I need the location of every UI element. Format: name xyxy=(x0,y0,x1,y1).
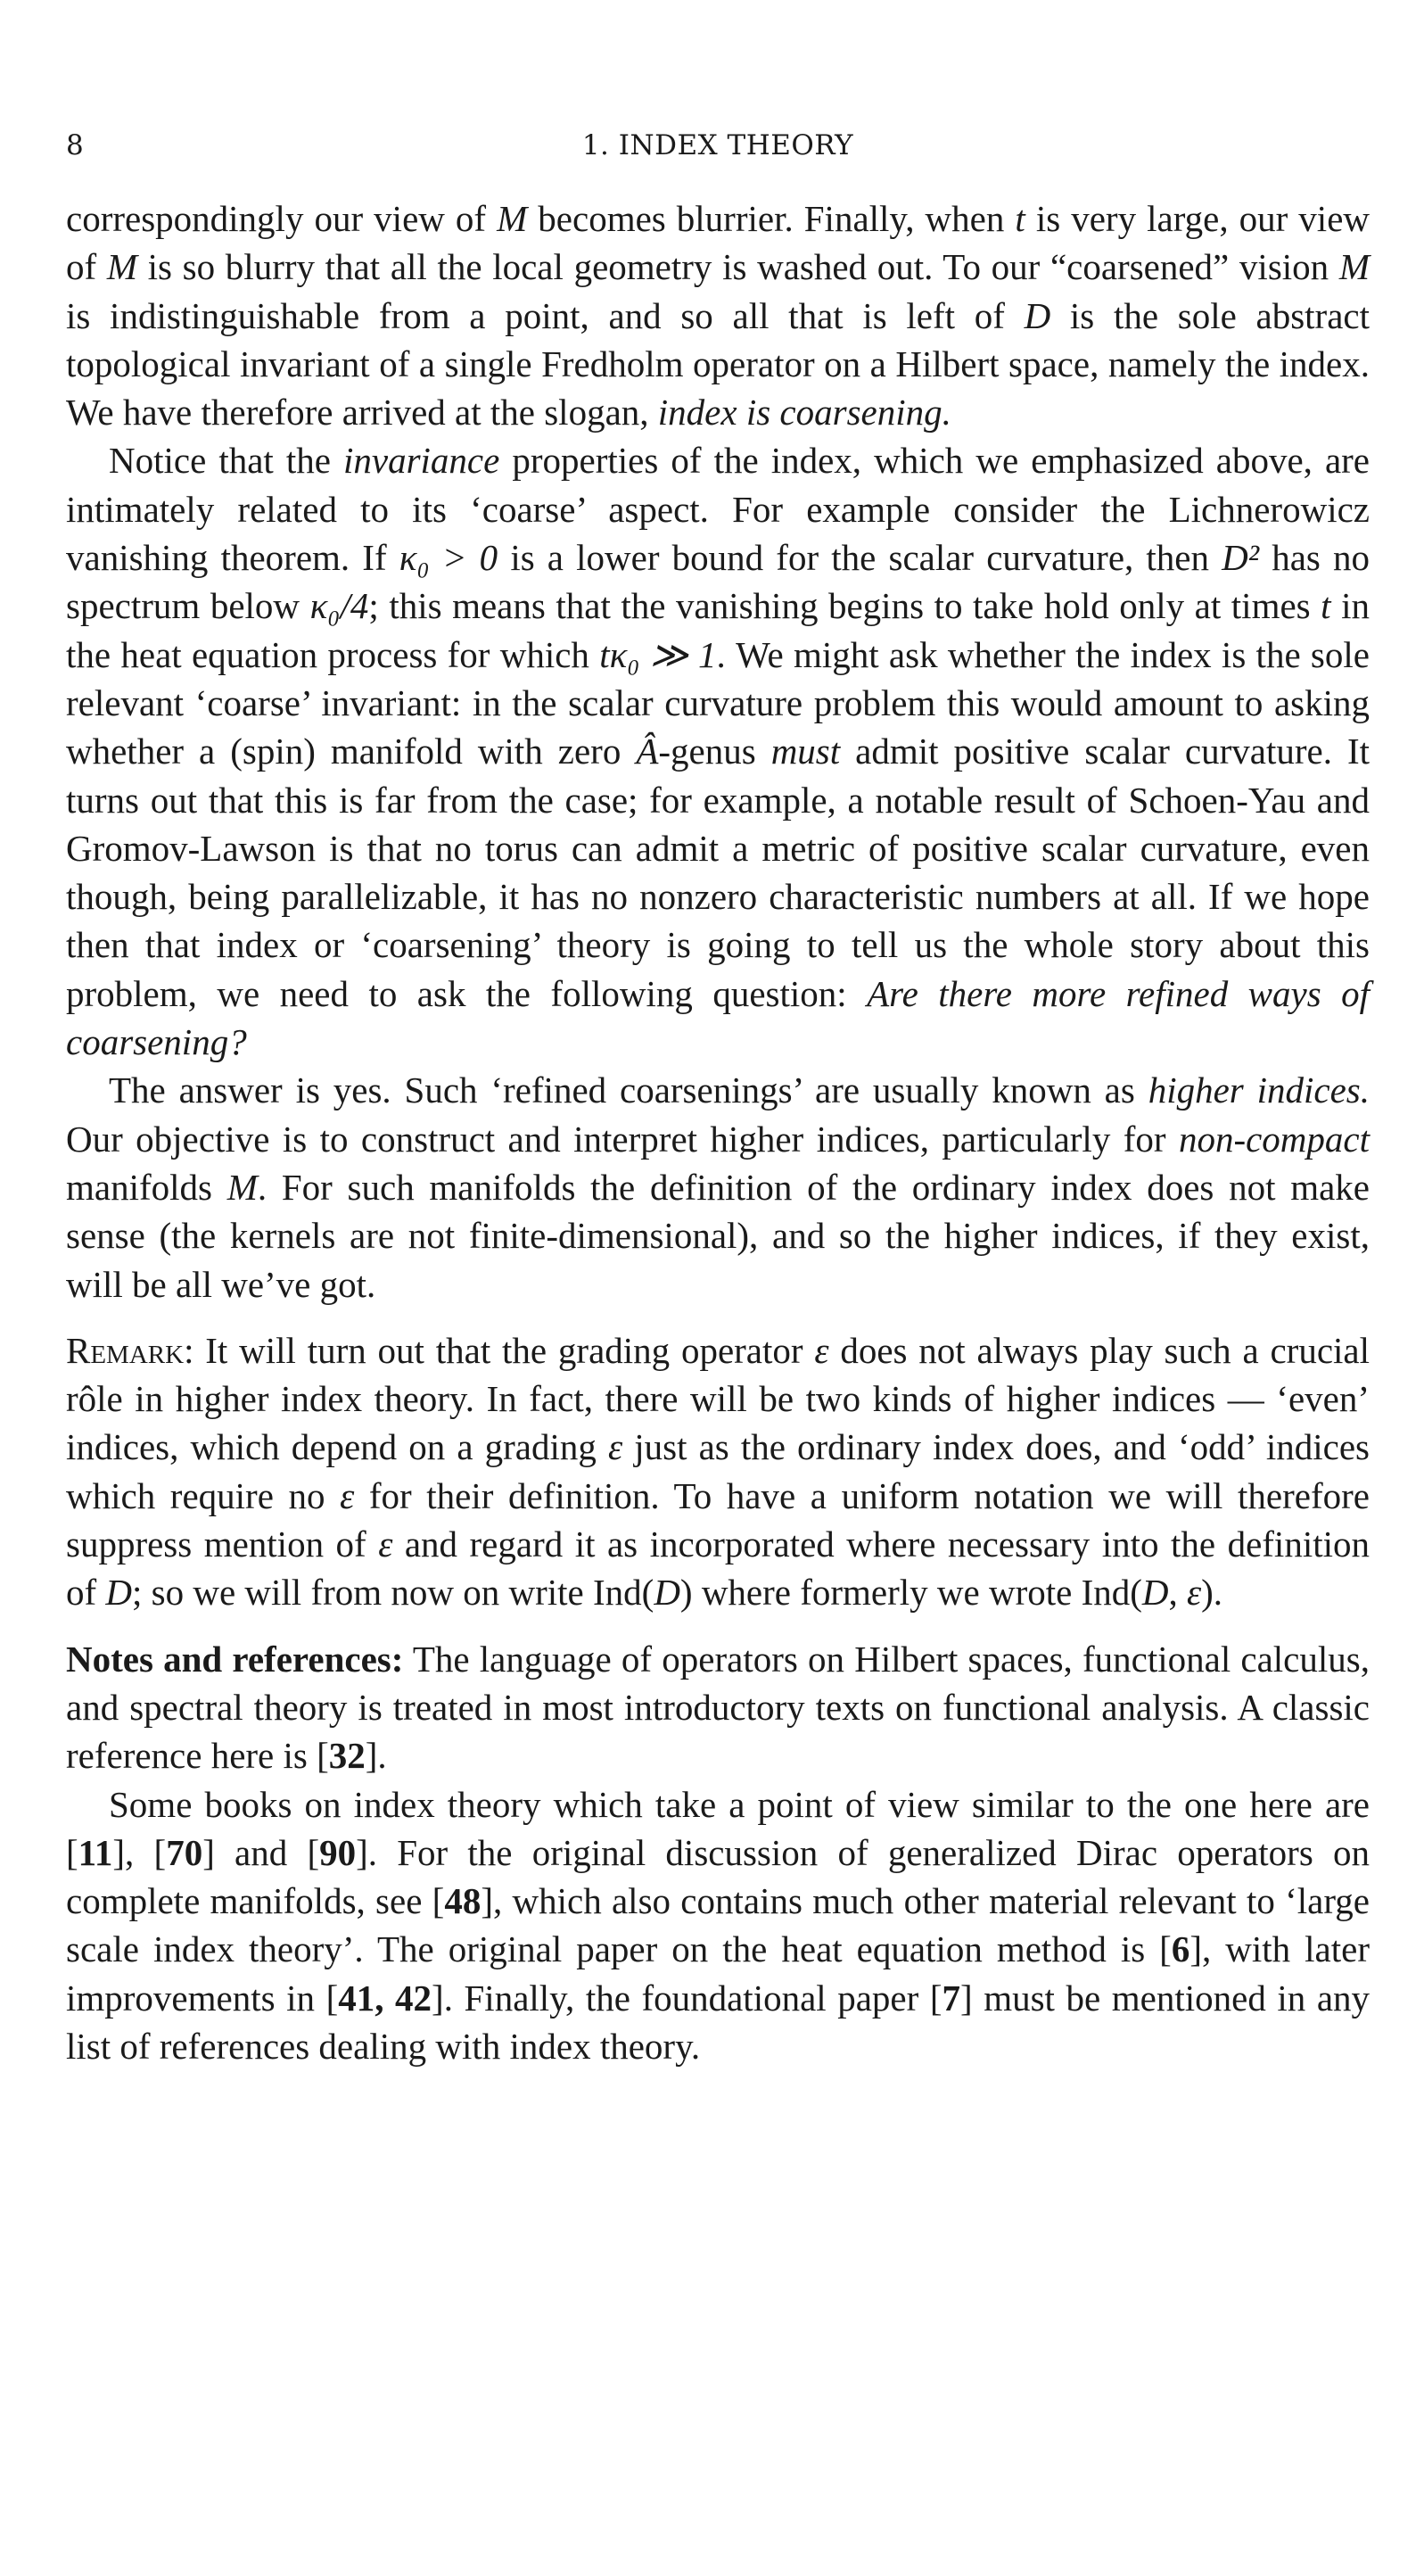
main-text xyxy=(66,194,1370,2070)
chapter-title: 1. INDEX THEORY xyxy=(581,129,854,161)
paragraph-coarsening: correspondingly our view of M becomes blurrier. Finally, when t is very large, our view of M is so blurry that all the local geometry is washed out. To our “coarsened” vision M is indistinguishable from a point, and so all that is left of D is the sole abstract topological invariant of a single Fredholm operator on a Hilbert space, namely the index. We have therefore arrived at the slogan, index is coarsening. xyxy=(66,198,1370,433)
key-question: Are there more refined ways of coarsening? xyxy=(66,972,1370,1063)
notes-and-references: Notes and references: The language of operators on Hilbert spaces, functional calculus, and spectral theory is treated in most introductory texts on functional analysis. A classic reference here is [32]. xyxy=(66,1638,1370,1777)
citation-7[interactable]: 7 xyxy=(942,1977,960,2019)
remark-label: Remark: xyxy=(66,1329,194,1371)
remark: Remark: It will turn out that the grading operator ε does not always play such a crucial rôle in higher index theory. In fact, there will be two kinds of higher indices — ‘even’ indices, which depend on a grading ε just as the ordinary index does, and ‘odd’ indices which require no ε for their definition. To have a uniform notation we will therefore suppress mention of ε and regard it as incorporated where necessary into the definition of D; so we will from now on write Ind(D) where formerly we wrote Ind(D, ε). xyxy=(66,1329,1370,1614)
page-number: 8 xyxy=(66,129,85,161)
citation-90[interactable]: 90 xyxy=(319,1831,357,1873)
notes-heading: Notes and references: xyxy=(66,1638,404,1680)
citation-11[interactable]: 11 xyxy=(78,1831,113,1873)
citation-48[interactable]: 48 xyxy=(444,1880,482,1922)
citation-70[interactable]: 70 xyxy=(166,1831,203,1873)
citation-6[interactable]: 6 xyxy=(1171,1928,1190,1970)
citation-32[interactable]: 32 xyxy=(328,1735,366,1777)
citation-41-42[interactable]: 41, 42 xyxy=(338,1977,432,2019)
running-header xyxy=(66,129,1370,165)
slogan: index is coarsening. xyxy=(657,392,951,433)
paragraph-invariance: Notice that the invariance properties of the index, which we emphasized above, are intimately related to its ‘coarse’ aspect. For example consider the Lichnerowicz vanishing theorem. If κ₀ > 0 is a lower bound for the scalar curvature, then D² has no spectrum below κ₀/4; this means that the vanishing begins to take hold only at times t in the heat equation process for which tκ₀ ≫ 1. We might ask whether the index is the sole relevant ‘coarse’ invariant: in the scalar curvature problem this would amount to asking whether a (spin) manifold with zero Â-genus must admit positive scalar curvature. It turns out that this is far from the case; for example, a notable result of Schoen-Yau and Gromov-Lawson is that no torus can admit a metric of positive scalar curvature, even though, being parallelizable, it has no nonzero characteristic numbers at all. If we hope then that index or ‘coarsening’ theory is going to tell us the whole story about this problem, we need to ask the following question: Are there more refined ways of coarsening? xyxy=(66,440,1370,1063)
paragraph-higher-indices: The answer is yes. Such ‘refined coarsenings’ are usually known as higher indices. Our objective is to construct and interpret higher indices, particularly for non-compact manifolds M. For such manifolds the definition of the ordinary index does not make sense (the kernels are not finite-dimensional), and so the higher indices, if they exist, will be all we’ve got. xyxy=(66,1069,1370,1305)
paragraph-books: Some books on index theory which take a point of view similar to the one here are [11], [70] and [90]. For the original discussion of generalized Dirac operators on complete manifolds, see [48], which also contains much other material relevant to ‘large scale index theory’. The original paper on the heat equation method is [6], with later improvements in [41, 42]. Finally, the foundational paper [7] must be mentioned in any list of references dealing with index theory. xyxy=(66,1783,1370,2067)
